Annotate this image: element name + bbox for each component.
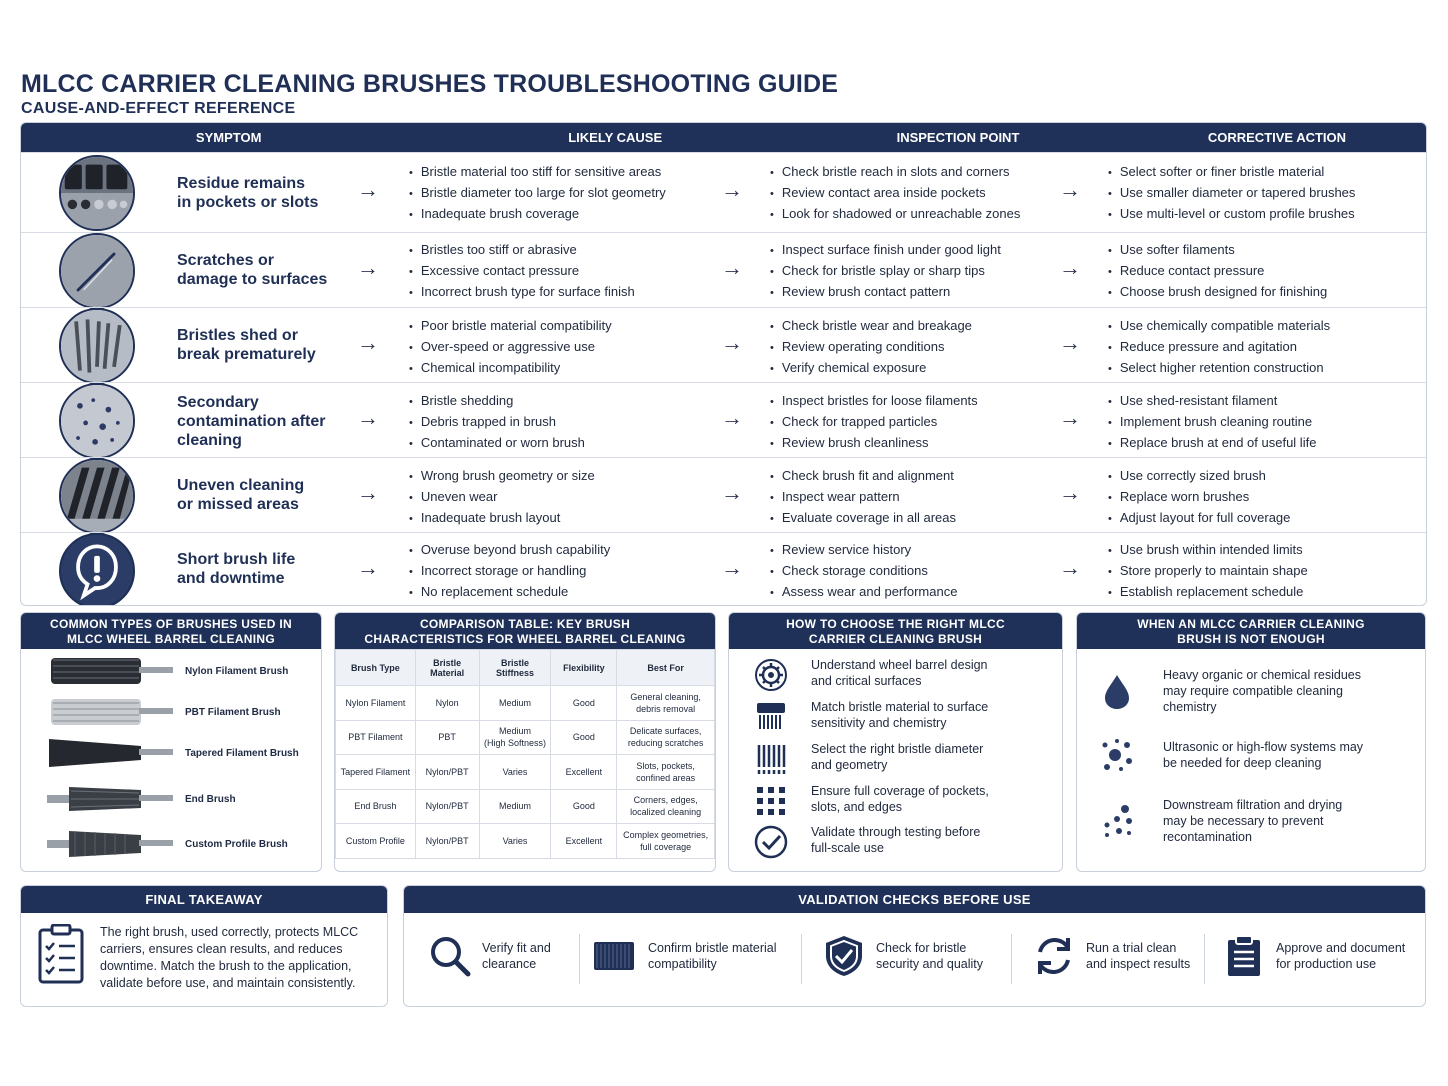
cause-list: • Bristles too stiff or abrasive • Excessive contact pressure • Incorrect brush type for surface finish (409, 240, 635, 303)
validation-item: Verify fit and clearance (428, 934, 551, 978)
comparison-header-row: Brush Type Bristle Material Bristle Stiffness Flexibility Best For (336, 650, 715, 686)
action-list: • Use softer filaments • Reduce contact pressure • Choose brush designed for finishing (1108, 240, 1327, 303)
symptom-label: Secondary contamination after cleaning (177, 394, 326, 449)
broken-bristles-icon (59, 308, 135, 384)
scratch-surface-icon (59, 233, 135, 309)
cause-list: • Wrong brush geometry or size • Uneven wear • Inadequate brush layout (409, 466, 595, 529)
table-row: Tapered Filament Nylon/PBT Varies Excellent Slots, pockets, confined areas (336, 755, 715, 790)
validation-item: Check for bristle security and quality (822, 934, 983, 978)
arrow-icon: → (721, 255, 743, 280)
table-row: PBT Filament PBT Medium (High Softness) Good Delicate surfaces, reducing scratches (336, 720, 715, 755)
brush-item: Tapered Filament Brush (45, 735, 299, 771)
inspection-list: • Inspect bristles for loose filaments • Check for trapped particles • Review brush cleanliness (770, 391, 978, 454)
arrow-icon: → (721, 177, 743, 202)
contamination-particles-icon (59, 383, 135, 459)
shield-check-icon (822, 934, 866, 978)
table-row: Nylon Filament Nylon Medium Good General cleaning, debris removal (336, 686, 715, 721)
enough-item: Downstream filtration and drying may be necessary to prevent recontamination (1097, 797, 1383, 845)
choose-item: Match bristle material to surface sensitivity and chemistry (751, 699, 1021, 735)
droplet-icon (1097, 671, 1137, 711)
custom-profile-brush-icon (45, 827, 175, 861)
arrow-icon: → (1059, 177, 1081, 202)
panel-heading: VALIDATION CHECKS BEFORE USE (404, 886, 1425, 913)
symptom-label: Residue remains in pockets or slots (177, 175, 319, 211)
brush-head-icon (753, 699, 789, 735)
arrow-icon: → (357, 555, 379, 580)
arrow-icon: → (1059, 330, 1081, 355)
cause-list: • Overuse beyond brush capability • Incorrect storage or handling • No replacement schedule (409, 540, 610, 603)
validation-item: Confirm bristle material compatibility (590, 934, 777, 978)
action-list: • Select softer or finer bristle material • Use smaller diameter or tapered brushes • Use multi-level or custom profile brushes (1108, 162, 1355, 225)
arrow-icon: → (357, 177, 379, 202)
arrow-icon: → (1059, 255, 1081, 280)
choose-item: Validate through testing before full-scale use (751, 824, 1021, 860)
takeaway-panel (20, 885, 388, 1007)
symptom-label: Uneven cleaning or missed areas (177, 477, 305, 513)
check-circle-icon (753, 824, 789, 860)
inspection-list: • Check bristle reach in slots and corners • Review contact area inside pockets • Look for shadowed or unreachable zones (770, 162, 1020, 225)
symptom-label: Short brush life and downtime (177, 551, 296, 587)
table-row (21, 457, 1426, 532)
choose-panel (728, 612, 1063, 872)
table-row (21, 532, 1426, 606)
header-cause: LIKELY CAUSE (568, 130, 663, 145)
inspection-list: • Check brush fit and alignment • Inspect wear pattern • Evaluate coverage in all areas (770, 466, 956, 529)
symptom-label: Scratches or damage to surfaces (177, 252, 328, 288)
brush-strip-icon (590, 934, 638, 978)
page-title: MLCC CARRIER CLEANING BRUSHES TROUBLESHOOTING GUIDE (21, 70, 839, 98)
clipboard-checklist-icon (37, 924, 85, 984)
clipboard-icon (1222, 934, 1266, 978)
arrow-icon: → (721, 330, 743, 355)
brush-item: Custom Profile Brush (45, 826, 288, 862)
warning-icon (59, 533, 135, 606)
arrow-icon: → (357, 255, 379, 280)
arrow-icon: → (1059, 555, 1081, 580)
symptom-label: Bristles shed or break prematurely (177, 327, 316, 363)
brush-item: End Brush (45, 781, 236, 817)
action-list: • Use brush within intended limits • Store properly to maintain shape • Establish replacement schedule (1108, 540, 1308, 603)
table-row: End Brush Nylon/PBT Medium Good Corners, edges, localized cleaning (336, 789, 715, 824)
table-row (21, 152, 1426, 232)
panel-heading: WHEN AN MLCC CARRIER CLEANING BRUSH IS NOT ENOUGH (1077, 613, 1425, 649)
inspection-list: • Check bristle wear and breakage • Review operating conditions • Verify chemical exposure (770, 316, 972, 379)
nylon-brush-icon (45, 654, 175, 688)
table-header (21, 123, 1426, 152)
gear-icon (753, 657, 789, 693)
table-row: Custom Profile Nylon/PBT Varies Excellent Complex geometries, full coverage (336, 824, 715, 859)
end-brush-icon (45, 782, 175, 816)
brush-item: Nylon Filament Brush (45, 653, 288, 689)
filter-dots-icon (1097, 801, 1137, 841)
choose-item: Understand wheel barrel design and critical surfaces (751, 657, 1021, 693)
bubbles-icon (1097, 735, 1137, 775)
action-list: • Use chemically compatible materials • Reduce pressure and agitation • Select higher retention construction (1108, 316, 1330, 379)
bristle-lines-icon (753, 741, 789, 777)
refresh-icon (1032, 934, 1076, 978)
magnifier-icon (428, 934, 472, 978)
table-row (21, 307, 1426, 382)
cause-list: • Poor bristle material compatibility • Over-speed or aggressive use • Chemical incompatibility (409, 316, 612, 379)
header-symptom: SYMPTOM (195, 130, 262, 145)
comparison-table (335, 649, 715, 859)
arrow-icon: → (357, 330, 379, 355)
carrier-pockets-icon (59, 155, 135, 231)
header-inspection: INSPECTION POINT (896, 130, 1020, 145)
table-row (21, 382, 1426, 457)
cause-list: • Bristle material too stiff for sensitive areas • Bristle diameter too large for slot geometry • Inadequate brush coverage (409, 162, 666, 225)
inspection-list: • Review service history • Check storage conditions • Assess wear and performance (770, 540, 957, 603)
panel-heading: COMPARISON TABLE: KEY BRUSH CHARACTERISTICS FOR WHEEL BARREL CLEANING (335, 613, 715, 649)
arrow-icon: → (357, 405, 379, 430)
arrow-icon: → (721, 555, 743, 580)
uneven-slots-icon (59, 458, 135, 534)
inspection-list: • Inspect surface finish under good light • Check for bristle splay or sharp tips • Review brush contact pattern (770, 240, 1001, 303)
not-enough-panel (1076, 612, 1426, 872)
validation-item: Approve and document for production use (1222, 934, 1405, 978)
arrow-icon: → (1059, 405, 1081, 430)
brush-types-panel (20, 612, 322, 872)
header-action: CORRECTIVE ACTION (1207, 130, 1347, 145)
tapered-brush-icon (45, 736, 175, 770)
enough-item: Ultrasonic or high-flow systems may be needed for deep cleaning (1097, 735, 1383, 775)
choose-item: Select the right bristle diameter and geometry (751, 741, 1021, 777)
cause-list: • Bristle shedding • Debris trapped in brush • Contaminated or worn brush (409, 391, 585, 454)
validation-panel (403, 885, 1426, 1007)
validation-item: Run a trial clean and inspect results (1032, 934, 1190, 978)
pbt-brush-icon (45, 695, 175, 729)
troubleshooting-table (20, 122, 1427, 606)
page-subtitle: CAUSE-AND-EFFECT REFERENCE (21, 100, 296, 117)
brush-item: PBT Filament Brush (45, 694, 281, 730)
takeaway-text: The right brush, used correctly, protects MLCC carriers, ensures clean results, and reduces downtime. Match the brush to the application, validate before use, and maintain consistently. (100, 925, 359, 990)
table-row (21, 232, 1426, 307)
comparison-panel (334, 612, 716, 872)
arrow-icon: → (357, 480, 379, 505)
arrow-icon: → (721, 480, 743, 505)
panel-heading: FINAL TAKEAWAY (21, 886, 387, 913)
panel-heading: COMMON TYPES OF BRUSHES USED IN MLCC WHEEL BARREL CLEANING (21, 613, 321, 649)
enough-item: Heavy organic or chemical residues may require compatible cleaning chemistry (1097, 667, 1383, 715)
grid-dots-icon (753, 783, 789, 819)
panel-heading: HOW TO CHOOSE THE RIGHT MLCC CARRIER CLEANING BRUSH (729, 613, 1062, 649)
arrow-icon: → (721, 405, 743, 430)
arrow-icon: → (1059, 480, 1081, 505)
action-list: • Use correctly sized brush • Replace worn brushes • Adjust layout for full coverage (1108, 466, 1290, 529)
choose-item: Ensure full coverage of pockets, slots, and edges (751, 783, 1021, 819)
action-list: • Use shed-resistant filament • Implement brush cleaning routine • Replace brush at end of useful life (1108, 391, 1316, 454)
